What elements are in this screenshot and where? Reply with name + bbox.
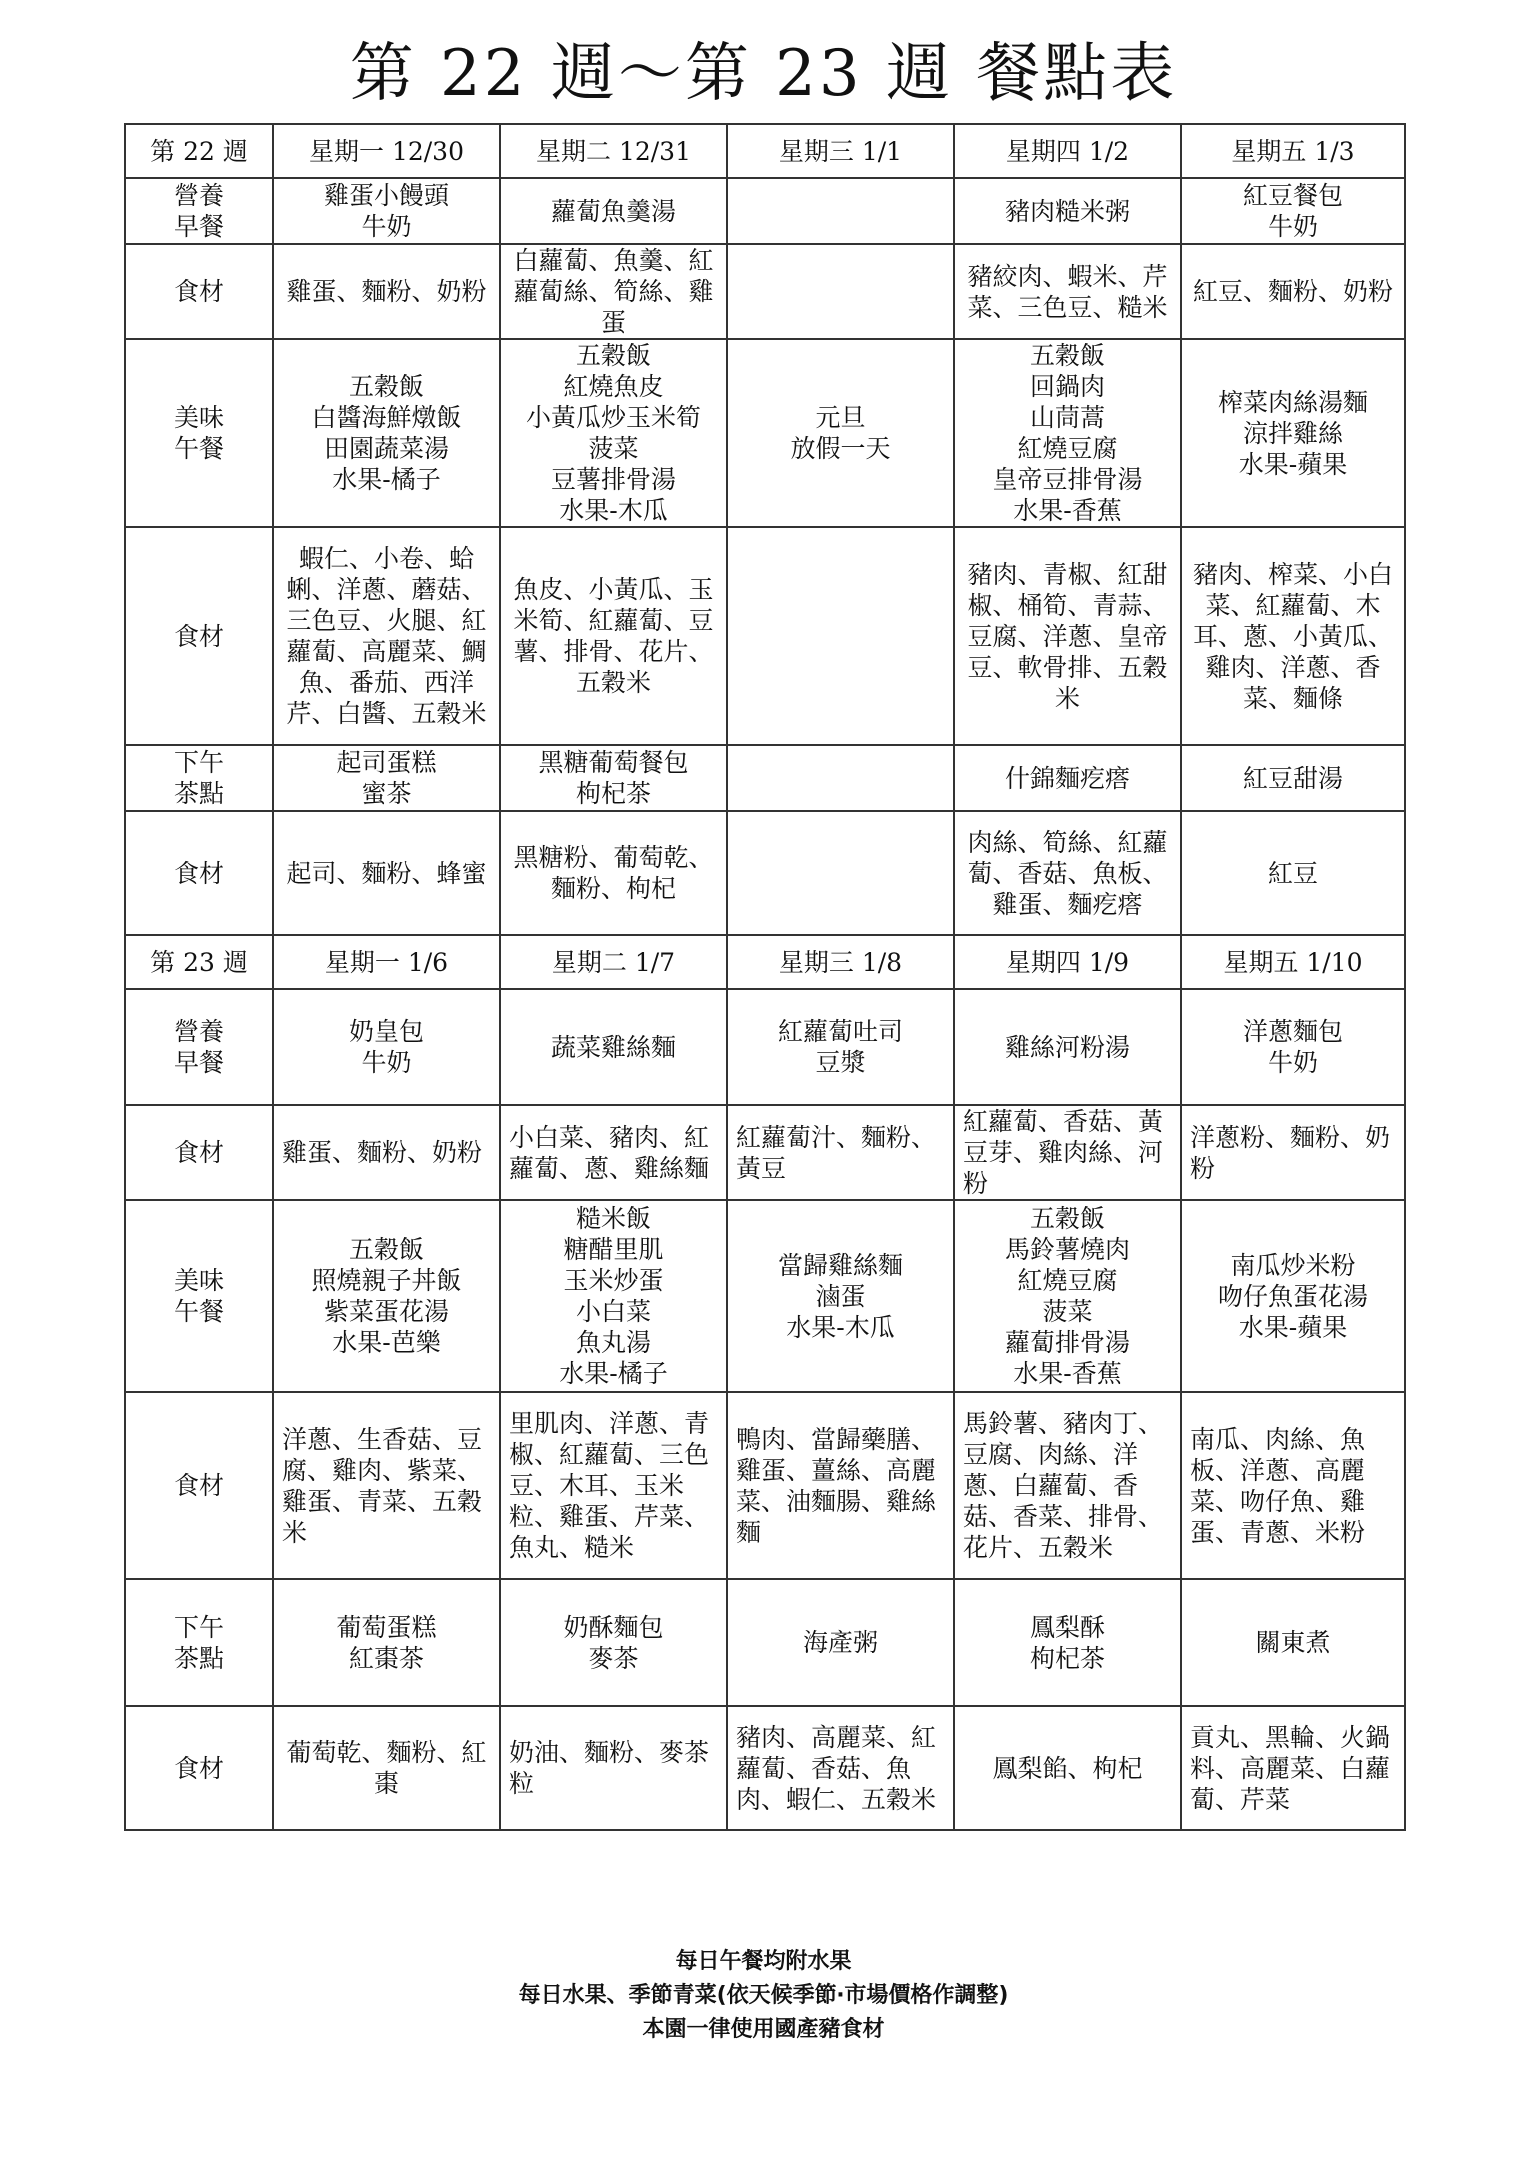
ingredients-row xyxy=(125,1706,1405,1830)
day-header: 星期三 1/8 xyxy=(727,935,954,989)
row-label: 食材 xyxy=(125,1392,273,1579)
ingredients-cell: 雞蛋、麵粉、奶粉 xyxy=(273,1105,500,1200)
row-label: 食材 xyxy=(125,527,273,745)
week-22-header-row xyxy=(125,124,1405,178)
day-header: 星期二 1/7 xyxy=(500,935,727,989)
breakfast-row xyxy=(125,989,1405,1105)
menu-cell: 什錦麵疙瘩 xyxy=(954,745,1181,811)
menu-cell: 元旦 放假一天 xyxy=(727,339,954,527)
menu-cell: 蔬菜雞絲麵 xyxy=(500,989,727,1105)
row-label: 食材 xyxy=(125,1706,273,1830)
ingredients-cell: 紅豆、麵粉、奶粉 xyxy=(1181,244,1405,339)
day-header: 星期一 1/6 xyxy=(273,935,500,989)
ingredients-cell: 白蘿蔔、魚羹、紅蘿蔔絲、筍絲、雞蛋 xyxy=(500,244,727,339)
menu-cell: 關東煮 xyxy=(1181,1579,1405,1706)
ingredients-cell xyxy=(727,244,954,339)
menu-cell: 五穀飯 馬鈴薯燒肉 紅燒豆腐 菠菜 蘿蔔排骨湯 水果-香蕉 xyxy=(954,1200,1181,1392)
row-label: 營養 早餐 xyxy=(125,178,273,244)
ingredients-cell: 貢丸、黑輪、火鍋料、高麗菜、白蘿蔔、芹菜 xyxy=(1181,1706,1405,1830)
ingredients-cell: 里肌肉、洋蔥、青椒、紅蘿蔔、三色豆、木耳、玉米粒、雞蛋、芹菜、魚丸、糙米 xyxy=(500,1392,727,1579)
ingredients-cell: 鴨肉、當歸藥膳、雞蛋、薑絲、高麗菜、油麵腸、雞絲麵 xyxy=(727,1392,954,1579)
menu-cell: 黑糖葡萄餐包 枸杞茶 xyxy=(500,745,727,811)
menu-cell: 五穀飯 照燒親子丼飯 紫菜蛋花湯 水果-芭樂 xyxy=(273,1200,500,1392)
day-header: 星期五 1/3 xyxy=(1181,124,1405,178)
week-label: 第 22 週 xyxy=(125,124,273,178)
menu-cell: 起司蛋糕 蜜茶 xyxy=(273,745,500,811)
ingredients-cell: 豬肉、榨菜、小白菜、紅蘿蔔、木耳、蔥、小黃瓜、雞肉、洋蔥、香菜、麵條 xyxy=(1181,527,1405,745)
footer-notes xyxy=(0,1945,1527,2047)
row-label: 美味 午餐 xyxy=(125,1200,273,1392)
ingredients-cell: 黑糖粉、葡萄乾、麵粉、枸杞 xyxy=(500,811,727,935)
footer-note: 每日水果、季節青菜(依天候季節‧市場價格作調整) xyxy=(518,1983,1009,2008)
menu-cell: 葡萄蛋糕 紅棗茶 xyxy=(273,1579,500,1706)
menu-cell xyxy=(727,745,954,811)
menu-cell: 五穀飯 白醬海鮮燉飯 田園蔬菜湯 水果-橘子 xyxy=(273,339,500,527)
row-label: 美味 午餐 xyxy=(125,339,273,527)
page-title: 第 22 週～第 23 週 餐點表 xyxy=(349,37,1178,111)
ingredients-row xyxy=(125,244,1405,339)
ingredients-row xyxy=(125,1392,1405,1579)
row-label: 下午 茶點 xyxy=(125,1579,273,1706)
ingredients-cell: 雞蛋、麵粉、奶粉 xyxy=(273,244,500,339)
menu-cell xyxy=(727,178,954,244)
ingredients-cell: 豬肉、高麗菜、紅蘿蔔、香菇、魚肉、蝦仁、五穀米 xyxy=(727,1706,954,1830)
ingredients-cell: 起司、麵粉、蜂蜜 xyxy=(273,811,500,935)
ingredients-row xyxy=(125,527,1405,745)
row-label: 下午 茶點 xyxy=(125,745,273,811)
menu-cell: 紅豆甜湯 xyxy=(1181,745,1405,811)
menu-cell: 雞蛋小饅頭 牛奶 xyxy=(273,178,500,244)
menu-cell: 海產粥 xyxy=(727,1579,954,1706)
menu-cell: 五穀飯 紅燒魚皮 小黃瓜炒玉米筍 菠菜 豆薯排骨湯 水果-木瓜 xyxy=(500,339,727,527)
menu-cell: 豬肉糙米粥 xyxy=(954,178,1181,244)
day-header: 星期五 1/10 xyxy=(1181,935,1405,989)
footer-note: 本園一律使用國產豬食材 xyxy=(642,2017,885,2042)
menu-cell: 奶酥麵包 麥茶 xyxy=(500,1579,727,1706)
menu-cell: 奶皇包 牛奶 xyxy=(273,989,500,1105)
ingredients-cell: 豬絞肉、蝦米、芹菜、三色豆、糙米 xyxy=(954,244,1181,339)
ingredients-row xyxy=(125,1105,1405,1200)
ingredients-row xyxy=(125,811,1405,935)
row-label: 食材 xyxy=(125,1105,273,1200)
ingredients-cell: 魚皮、小黃瓜、玉米筍、紅蘿蔔、豆薯、排骨、花片、五穀米 xyxy=(500,527,727,745)
day-header: 星期三 1/1 xyxy=(727,124,954,178)
menu-cell: 雞絲河粉湯 xyxy=(954,989,1181,1105)
ingredients-cell: 馬鈴薯、豬肉丁、豆腐、肉絲、洋蔥、白蘿蔔、香菇、香菜、排骨、花片、五穀米 xyxy=(954,1392,1181,1579)
lunch-row xyxy=(125,1200,1405,1392)
week-23-header-row xyxy=(125,935,1405,989)
menu-cell: 洋蔥麵包 牛奶 xyxy=(1181,989,1405,1105)
menu-cell: 當歸雞絲麵 滷蛋 水果-木瓜 xyxy=(727,1200,954,1392)
ingredients-cell: 葡萄乾、麵粉、紅棗 xyxy=(273,1706,500,1830)
menu-cell: 南瓜炒米粉 吻仔魚蛋花湯 水果-蘋果 xyxy=(1181,1200,1405,1392)
ingredients-cell: 洋蔥粉、麵粉、奶粉 xyxy=(1181,1105,1405,1200)
menu-cell: 鳳梨酥 枸杞茶 xyxy=(954,1579,1181,1706)
menu-cell: 紅蘿蔔吐司 豆漿 xyxy=(727,989,954,1105)
snack-row xyxy=(125,745,1405,811)
ingredients-cell: 肉絲、筍絲、紅蘿蔔、香菇、魚板、雞蛋、麵疙瘩 xyxy=(954,811,1181,935)
breakfast-row xyxy=(125,178,1405,244)
ingredients-cell: 豬肉、青椒、紅甜椒、桶筍、青蒜、豆腐、洋蔥、皇帝豆、軟骨排、五穀米 xyxy=(954,527,1181,745)
row-label: 營養 早餐 xyxy=(125,989,273,1105)
snack-row xyxy=(125,1579,1405,1706)
ingredients-cell: 紅蘿蔔、香菇、黃豆芽、雞肉絲、河粉 xyxy=(954,1105,1181,1200)
row-label: 食材 xyxy=(125,811,273,935)
menu-cell: 糙米飯 糖醋里肌 玉米炒蛋 小白菜 魚丸湯 水果-橘子 xyxy=(500,1200,727,1392)
menu-cell: 蘿蔔魚羹湯 xyxy=(500,178,727,244)
menu-table xyxy=(124,123,1406,1831)
ingredients-cell: 南瓜、肉絲、魚板、洋蔥、高麗菜、吻仔魚、雞蛋、青蔥、米粉 xyxy=(1181,1392,1405,1579)
ingredients-cell: 鳳梨餡、枸杞 xyxy=(954,1706,1181,1830)
lunch-row xyxy=(125,339,1405,527)
menu-cell: 紅豆餐包 牛奶 xyxy=(1181,178,1405,244)
ingredients-cell: 紅蘿蔔汁、麵粉、黃豆 xyxy=(727,1105,954,1200)
ingredients-cell xyxy=(727,527,954,745)
row-label: 食材 xyxy=(125,244,273,339)
menu-cell: 榨菜肉絲湯麵 涼拌雞絲 水果-蘋果 xyxy=(1181,339,1405,527)
ingredients-cell: 紅豆 xyxy=(1181,811,1405,935)
footer-note: 每日午餐均附水果 xyxy=(675,1949,852,1974)
day-header: 星期四 1/9 xyxy=(954,935,1181,989)
day-header: 星期四 1/2 xyxy=(954,124,1181,178)
day-header: 星期二 12/31 xyxy=(500,124,727,178)
week-label: 第 23 週 xyxy=(125,935,273,989)
menu-cell: 五穀飯 回鍋肉 山茼蒿 紅燒豆腐 皇帝豆排骨湯 水果-香蕉 xyxy=(954,339,1181,527)
ingredients-cell: 蝦仁、小卷、蛤蜊、洋蔥、蘑菇、三色豆、火腿、紅蘿蔔、高麗菜、鯛魚、番茄、西洋芹、白醬、五穀米 xyxy=(273,527,500,745)
ingredients-cell: 洋蔥、生香菇、豆腐、雞肉、紫菜、 雞蛋、青菜、五穀米 xyxy=(273,1392,500,1579)
day-header: 星期一 12/30 xyxy=(273,124,500,178)
ingredients-cell: 小白菜、豬肉、紅蘿蔔、蔥、雞絲麵 xyxy=(500,1105,727,1200)
ingredients-cell xyxy=(727,811,954,935)
ingredients-cell: 奶油、麵粉、麥茶粒 xyxy=(500,1706,727,1830)
